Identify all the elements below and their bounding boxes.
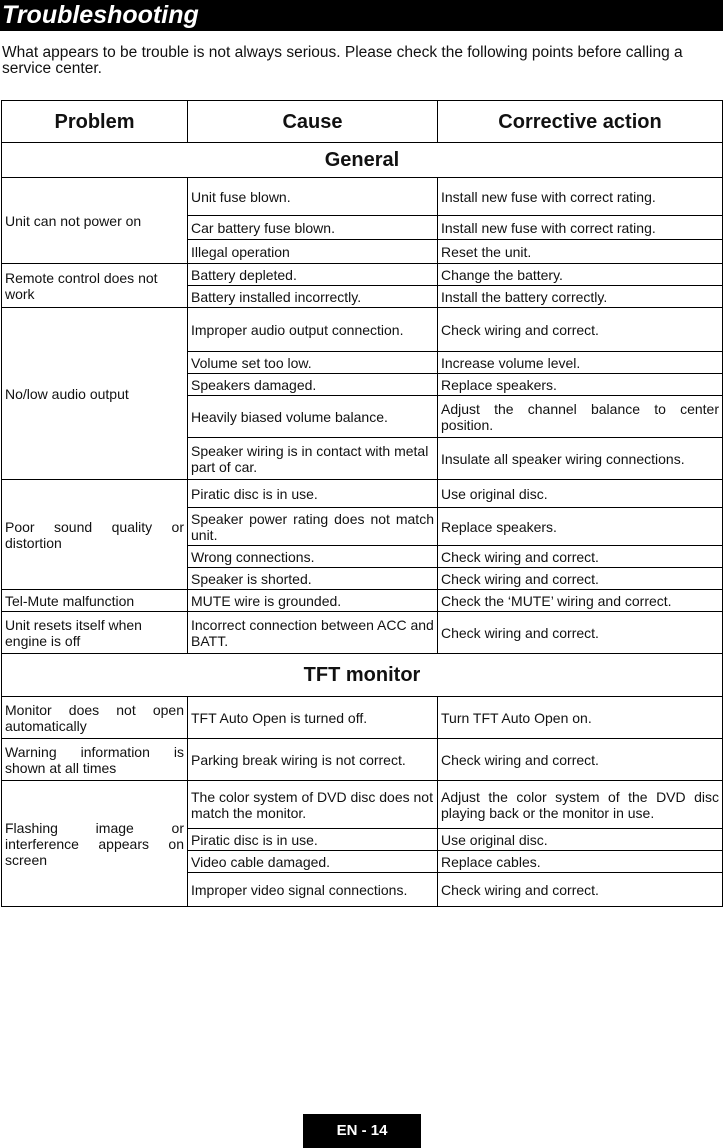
action-cell: Use original disc. (438, 480, 723, 508)
intro-text: What appears to be trouble is not always serious. Please check the following points before calling a service center. (2, 44, 683, 77)
action-cell: Replace speakers. (438, 508, 723, 546)
action-cell: Check wiring and correct. (438, 739, 723, 781)
table-row (2, 178, 723, 216)
page-number: EN - 14 (303, 1114, 421, 1148)
table-row (2, 612, 723, 654)
section-row (2, 654, 723, 697)
cause-cell: The color system of DVD disc does not match the monitor. (188, 781, 438, 829)
cause-cell: Speaker is shorted. (188, 568, 438, 590)
column-header-action: Corrective action (438, 101, 723, 143)
table-row (2, 590, 723, 612)
problem-cell: Flashing image or interference appears on screen (2, 781, 188, 907)
cause-cell: Unit fuse blown. (188, 178, 438, 216)
problem-cell: Monitor does not open automatically (2, 697, 188, 739)
action-cell: Increase volume level. (438, 352, 723, 374)
title-bar (0, 0, 723, 31)
action-cell: Adjust the channel balance to center position. (438, 396, 723, 438)
cause-cell: Wrong connections. (188, 546, 438, 568)
cause-cell: Incorrect connection between ACC and BATT. (188, 612, 438, 654)
action-cell: Check wiring and correct. (438, 873, 723, 907)
action-cell: Replace speakers. (438, 374, 723, 396)
action-cell: Check wiring and correct. (438, 568, 723, 590)
table-row (2, 781, 723, 829)
cause-cell: Improper audio output connection. (188, 308, 438, 352)
cause-cell: Piratic disc is in use. (188, 480, 438, 508)
cause-cell: Piratic disc is in use. (188, 829, 438, 851)
action-cell: Adjust the color system of the DVD disc playing back or the monitor in use. (438, 781, 723, 829)
cause-cell: Video cable damaged. (188, 851, 438, 873)
cause-cell: Speaker wiring is in contact with metal part of car. (188, 438, 438, 480)
cause-cell: Battery installed incorrectly. (188, 286, 438, 308)
action-cell: Check wiring and correct. (438, 308, 723, 352)
action-cell: Use original disc. (438, 829, 723, 851)
column-header-problem: Problem (2, 101, 188, 143)
cause-cell: Heavily biased volume balance. (188, 396, 438, 438)
cause-cell: Improper video signal connections. (188, 873, 438, 907)
action-cell: Install new fuse with correct rating. (438, 216, 723, 240)
table-body (2, 143, 723, 907)
action-cell: Check wiring and correct. (438, 546, 723, 568)
action-cell: Replace cables. (438, 851, 723, 873)
page-title: Troubleshooting (2, 1, 199, 29)
action-cell: Turn TFT Auto Open on. (438, 697, 723, 739)
problem-cell: Tel-Mute malfunction (2, 590, 188, 612)
cause-cell: Illegal operation (188, 240, 438, 264)
problem-cell: Warning information is shown at all times (2, 739, 188, 781)
problem-cell: No/low audio output (2, 308, 188, 480)
problem-cell: Unit can not power on (2, 178, 188, 264)
action-cell: Install the battery correctly. (438, 286, 723, 308)
action-cell: Insulate all speaker wiring connections. (438, 438, 723, 480)
table-row (2, 308, 723, 352)
section-title: General (2, 143, 723, 178)
cause-cell: Speakers damaged. (188, 374, 438, 396)
cause-cell: Parking break wiring is not correct. (188, 739, 438, 781)
cause-cell: Speaker power rating does not match unit. (188, 508, 438, 546)
action-cell: Install new fuse with correct rating. (438, 178, 723, 216)
action-cell: Reset the unit. (438, 240, 723, 264)
cause-cell: Battery depleted. (188, 264, 438, 286)
table-row (2, 739, 723, 781)
problem-cell: Unit resets itself when engine is off (2, 612, 188, 654)
cause-cell: Volume set too low. (188, 352, 438, 374)
section-row (2, 143, 723, 178)
table-row (2, 264, 723, 286)
cause-cell: TFT Auto Open is turned off. (188, 697, 438, 739)
section-title: TFT monitor (2, 654, 723, 697)
troubleshooting-table (1, 100, 723, 907)
table-row (2, 480, 723, 508)
problem-cell: Remote control does not work (2, 264, 188, 308)
problem-cell: Poor sound quality or distortion (2, 480, 188, 590)
action-cell: Check the ‘MUTE’ wiring and correct. (438, 590, 723, 612)
table-row (2, 697, 723, 739)
column-header-cause: Cause (188, 101, 438, 143)
cause-cell: Car battery fuse blown. (188, 216, 438, 240)
action-cell: Change the battery. (438, 264, 723, 286)
cause-cell: MUTE wire is grounded. (188, 590, 438, 612)
action-cell: Check wiring and correct. (438, 612, 723, 654)
table-header-row (2, 101, 723, 143)
